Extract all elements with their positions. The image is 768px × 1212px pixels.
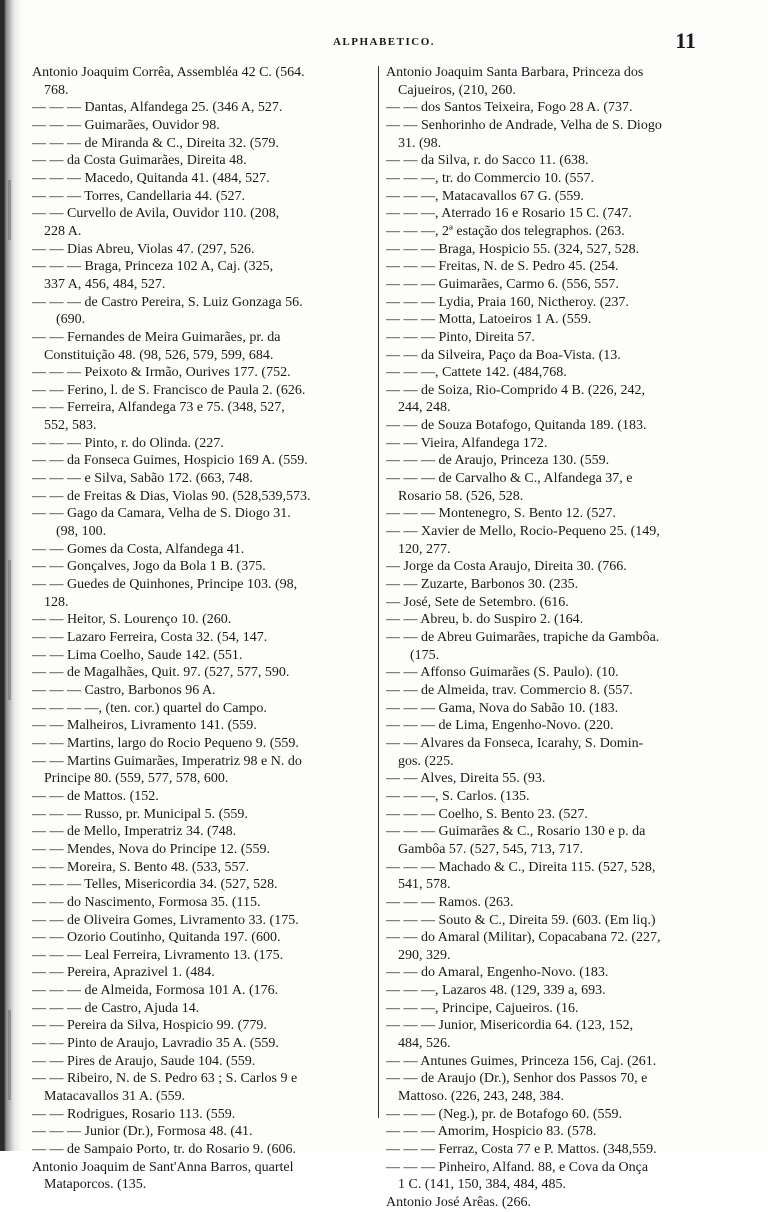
directory-entry: — — — de Araujo, Princeza 130. (559. <box>386 453 610 469</box>
directory-entry: — — —, Aterrado 16 e Rosario 15 C. (747. <box>386 206 632 222</box>
directory-entry: (175. <box>410 647 440 663</box>
directory-entry: — — Guedes de Quinhones, Principe 103. (98, <box>32 577 298 593</box>
directory-entry: 541, 578. <box>398 877 451 893</box>
directory-entry: — — — Amorim, Hospicio 83. (578. <box>386 1124 597 1140</box>
directory-entry: — — — Guimarães, Ouvidor 98. <box>32 117 220 133</box>
directory-entry: — — —, Lazaros 48. (129, 339 a, 693. <box>386 983 606 999</box>
directory-entry: — — Pereira, Aprazivel 1. (484. <box>32 965 215 981</box>
directory-entry: — — Heitor, S. Lourenço 10. (260. <box>32 612 232 628</box>
directory-entry: — — —, Matacavallos 67 G. (559. <box>386 188 584 204</box>
directory-entry: — — de Soiza, Rio-Comprido 4 B. (226, 242, <box>386 382 645 398</box>
page-number: 11 <box>675 28 696 53</box>
directory-entry: Mattoso. (226, 243, 248, 384. <box>398 1089 565 1105</box>
directory-entry: — — Alvares da Fonseca, Icarahy, S. Domin- <box>386 735 644 751</box>
directory-entry: — — —, tr. do Commercio 10. (557. <box>386 170 595 186</box>
directory-entry: — — de Magalhães, Quit. 97. (527, 577, 590. <box>32 665 290 681</box>
directory-entry: — — Alves, Direita 55. (93. <box>386 771 546 787</box>
directory-entry: — — Xavier de Mello, Rocio-Pequeno 25. (149, <box>386 524 660 540</box>
directory-entry: — — Martins, largo do Rocio Pequeno 9. (559. <box>32 735 299 751</box>
directory-entry: — — de Almeida, trav. Commercio 8. (557. <box>386 682 633 698</box>
directory-entry: — — Antunes Guimes, Princeza 156, Caj. (261. <box>386 1053 657 1069</box>
directory-entry: — — — Telles, Misericordia 34. (527, 528. <box>32 877 278 893</box>
directory-entry: (98, 100. <box>56 524 107 540</box>
directory-entry: — — — (Neg.), pr. de Botafogo 60. (559. <box>386 1106 623 1122</box>
directory-entry: 552, 583. <box>44 418 97 434</box>
directory-entry: — — — Lydia, Praia 160, Nictheroy. (237. <box>386 294 629 310</box>
directory-entry: — — da Silva, r. do Sacco 11. (638. <box>386 153 589 169</box>
directory-entry: — — Pereira da Silva, Hospicio 99. (779. <box>32 1018 267 1034</box>
directory-entry: — — Ribeiro, N. de S. Pedro 63 ; S. Carlos 9 e <box>32 1071 298 1087</box>
directory-entry: 1 C. (141, 150, 384, 484, 485. <box>398 1177 566 1193</box>
directory-entry: — — Mendes, Nova do Principe 12. (559. <box>32 841 270 857</box>
directory-entry: — — — Freitas, N. de S. Pedro 45. (254. <box>386 259 619 275</box>
directory-entry: — — —, S. Carlos. (135. <box>386 788 530 804</box>
directory-entry: 484, 526. <box>398 1036 451 1052</box>
directory-entry: — — da Silveira, Paço da Boa-Vista. (13. <box>386 347 621 363</box>
directory-entry: — — — Gama, Nova do Sabão 10. (183. <box>386 700 619 716</box>
directory-entry: — — — Torres, Candellaria 44. (527. <box>32 188 245 204</box>
directory-entry: Constituição 48. (98, 526, 579, 599, 684. <box>44 347 274 363</box>
directory-entry: 31. (98. <box>398 135 442 151</box>
directory-entry: — — — Russo, pr. Municipal 5. (559. <box>32 806 248 822</box>
directory-entry: — — — Ramos. (263. <box>386 894 514 910</box>
directory-entry: — — — Pinheiro, Alfand. 88, e Cova da Onça <box>386 1159 649 1175</box>
directory-entry: — — —, Cattete 142. (484,768. <box>386 365 567 381</box>
directory-entry: — — Senhorinho de Andrade, Velha de S. Diogo <box>386 117 662 133</box>
directory-entry: — — de Souza Botafogo, Quitanda 189. (183. <box>386 418 647 434</box>
directory-entry: — — de Araujo (Dr.), Senhor dos Passos 70, e <box>386 1071 648 1087</box>
directory-entry: 768. <box>44 82 69 98</box>
directory-entry: — Jorge da Costa Araujo, Direita 30. (766. <box>386 559 627 575</box>
directory-entry: — — —, Principe, Cajueiros. (16. <box>386 1000 579 1016</box>
directory-entry: — — Abreu, b. do Suspiro 2. (164. <box>386 612 584 628</box>
directory-entry: — — — Macedo, Quitanda 41. (484, 527. <box>32 170 270 186</box>
directory-entry: — — Gonçalves, Jogo da Bola 1 B. (375. <box>32 559 266 575</box>
directory-entry: — — Zuzarte, Barbonos 30. (235. <box>386 577 579 593</box>
directory-entry: — — do Amaral, Engenho-Novo. (183. <box>386 965 609 981</box>
column-divider <box>378 66 379 1118</box>
directory-entry: — — Vieira, Alfandega 172. <box>386 435 548 451</box>
directory-entry: — — Lazaro Ferreira, Costa 32. (54, 147. <box>32 630 268 645</box>
directory-entry: — — Pinto de Araujo, Lavradio 35 A. (559. <box>32 1036 279 1052</box>
directory-entry: — — dos Santos Teixeira, Fogo 28 A. (737. <box>386 100 633 116</box>
directory-entry: — — Ferreira, Alfandega 73 e 75. (348, 527, <box>32 400 285 416</box>
directory-entry: Cajueiros, (210, 260. <box>398 82 516 98</box>
directory-entry: — — do Amaral (Militar), Copacabana 72. (227, <box>386 930 661 946</box>
directory-entry: 244, 248. <box>398 400 451 416</box>
directory-entry: — — — de Almeida, Formosa 101 A. (176. <box>32 983 279 999</box>
directory-entry: — — — Junior (Dr.), Formosa 48. (41. <box>32 1124 253 1140</box>
directory-entry: 228 A. <box>44 223 82 239</box>
directory-entry: — José, Sete de Setembro. (616. <box>386 594 569 610</box>
directory-entry: — — — de Castro, Ajuda 14. <box>32 1000 200 1016</box>
directory-entry: — — — —, (ten. cor.) quartel do Campo. <box>32 700 267 716</box>
directory-entry: (690. <box>56 312 86 328</box>
directory-entry: — — — Montenegro, S. Bento 12. (527. <box>386 506 616 522</box>
directory-entry: — — — Peixoto & Irmão, Ourives 177. (752. <box>32 365 291 381</box>
directory-entry: — — de Mello, Imperatriz 34. (748. <box>32 824 237 840</box>
directory-entry: Antonio Joaquim Corrêa, Assembléa 42 C. (564. <box>32 65 305 80</box>
directory-entry: — — — Braga, Hospicio 55. (324, 527, 528. <box>386 241 640 257</box>
directory-entry: — — da Fonseca Guimes, Hospicio 169 A. (559. <box>32 453 308 469</box>
directory-entry: — — — Machado & C., Direita 115. (527, 528, <box>386 859 656 875</box>
directory-entry: — — — Dantas, Alfandega 25. (346 A, 527. <box>32 100 283 116</box>
directory-entry: — — — de Castro Pereira, S. Luiz Gonzaga 56. <box>32 294 303 310</box>
directory-entry: — — — e Silva, Sabão 172. (663, 748. <box>32 471 253 487</box>
directory-entry: — — de Sampaio Porto, tr. do Rosario 9. (606. <box>32 1142 297 1158</box>
right-column <box>386 64 732 1212</box>
directory-entry: — — da Costa Guimarães, Direita 48. <box>32 153 247 169</box>
directory-entry: — — — Guimarães, Carmo 6. (556, 557. <box>386 276 619 292</box>
directory-entry: — — Affonso Guimarães (S. Paulo). (10. <box>386 665 619 681</box>
directory-entry: — — de Freitas & Dias, Violas 90. (528,539,573. <box>32 488 311 504</box>
directory-entry: Rosario 58. (526, 528. <box>398 488 524 504</box>
directory-entry: — — de Abreu Guimarães, trapiche da Gambôa. <box>386 630 660 645</box>
directory-entry: — — — de Miranda & C., Direita 32. (579. <box>32 135 279 151</box>
directory-entry: — — de Mattos. (152. <box>32 788 159 804</box>
directory-entry: 337 A, 456, 484, 527. <box>44 276 166 292</box>
directory-entry: Matacavallos 31 A. (559. <box>44 1089 186 1105</box>
directory-entry: — — — Castro, Barbonos 96 A. <box>32 682 216 698</box>
directory-entry: Principe 80. (559, 577, 578, 600. <box>44 771 229 787</box>
directory-entry: — — Pires de Araujo, Saude 104. (559. <box>32 1053 256 1069</box>
directory-entry: Mataporcos. (135. <box>44 1177 147 1193</box>
directory-entry: Gambôa 57. (527, 545, 713, 717. <box>398 841 584 857</box>
left-column <box>32 64 378 1194</box>
directory-entry: — — do Nascimento, Formosa 35. (115. <box>32 894 261 910</box>
directory-entry: Antonio José Arêas. (266. <box>386 1195 532 1210</box>
directory-entry: — — Ozorio Coutinho, Quitanda 197. (600. <box>32 930 281 946</box>
directory-entry: 128. <box>44 594 69 610</box>
directory-entry: — — — Guimarães & C., Rosario 130 e p. da <box>386 824 646 840</box>
directory-entry: — — Dias Abreu, Violas 47. (297, 526. <box>32 241 255 257</box>
directory-entry: — — Ferino, l. de S. Francisco de Paula 2. (626. <box>32 382 306 398</box>
directory-entry: — — — de Lima, Engenho-Novo. (220. <box>386 718 614 734</box>
directory-entry: — — — Coelho, S. Bento 23. (527. <box>386 806 588 822</box>
directory-entry: — — Martins Guimarães, Imperatriz 98 e N. do <box>32 753 302 769</box>
directory-entry: — — — Braga, Princeza 102 A, Caj. (325, <box>32 259 274 275</box>
directory-entry: — — — Junior, Misericordia 64. (123, 152, <box>386 1018 634 1034</box>
directory-entry: — — de Oliveira Gomes, Livramento 33. (175. <box>32 912 299 928</box>
directory-entry: — — Gomes da Costa, Alfandega 41. <box>32 541 245 557</box>
directory-entry: — — — de Carvalho & C., Alfandega 37, e <box>386 471 633 487</box>
directory-entry: — — Gago da Camara, Velha de S. Diogo 31. <box>32 506 291 522</box>
directory-entry: — — — Leal Ferreira, Livramento 13. (175. <box>32 947 284 963</box>
directory-entry: — — —, 2ª estação dos telegraphos. (263. <box>386 223 625 239</box>
directory-entry: — — — Pinto, r. do Olinda. (227. <box>32 435 224 451</box>
directory-entry: — — Fernandes de Meira Guimarães, pr. da <box>32 329 281 345</box>
directory-entry: Antonio Joaquim de Sant'Anna Barros, quartel <box>32 1159 294 1175</box>
binding-edge <box>0 0 22 1151</box>
directory-entry: — — Moreira, S. Bento 48. (533, 557. <box>32 859 249 875</box>
directory-entry: — — — Souto & C., Direita 59. (603. (Em liq.) <box>386 912 656 928</box>
directory-entry: 120, 277. <box>398 541 451 557</box>
directory-entry: — — Curvello de Avila, Ouvidor 110. (208, <box>32 206 280 222</box>
binding-speck <box>8 1010 11 1100</box>
directory-entry: gos. (225. <box>398 753 454 769</box>
directory-entry: 290, 329. <box>398 947 451 963</box>
directory-entry: — — Rodrigues, Rosario 113. (559. <box>32 1106 236 1122</box>
directory-entry: Antonio Joaquim Santa Barbara, Princeza dos <box>386 65 644 80</box>
directory-entry: — — Lima Coelho, Saude 142. (551. <box>32 647 243 663</box>
binding-speck <box>8 180 11 240</box>
binding-speck <box>8 560 11 700</box>
directory-entry: — — — Pinto, Direita 57. <box>386 329 535 345</box>
running-head: ALPHABETICO. <box>332 36 436 48</box>
directory-entry: — — Malheiros, Livramento 141. (559. <box>32 718 257 734</box>
directory-entry: — — — Motta, Latoeiros 1 A. (559. <box>386 312 592 328</box>
directory-entry: — — — Ferraz, Costa 77 e P. Mattos. (348,559. <box>386 1142 657 1158</box>
